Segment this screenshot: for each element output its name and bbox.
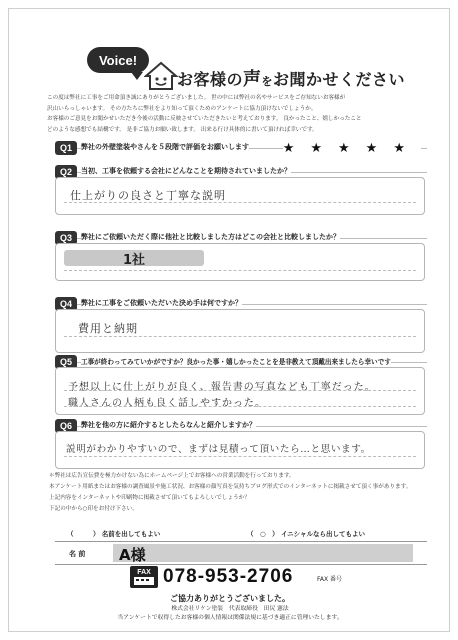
- page-title: お客様の声をお聞かせください: [177, 69, 406, 90]
- question-text: 当初、工事を依頼する会社にどんなことを期待されていましたか？: [81, 167, 291, 175]
- answer-text: 説明がわかりやすいので、まずは見積って頂いたら…と思います。: [66, 444, 371, 455]
- fax-number: 078-953-2706: [163, 566, 294, 587]
- publish-choice: [67, 529, 427, 539]
- answer-box: [55, 431, 425, 469]
- survey-sheet: [8, 8, 450, 632]
- question-1: [55, 141, 427, 155]
- question-number: Q5: [55, 355, 77, 369]
- question-text: 弊社を他の方に紹介するとしたらなんと紹介しますか？: [81, 421, 256, 429]
- answer-text: 仕上がりの良さと丁寧な説明: [70, 189, 226, 202]
- question-2: [55, 165, 427, 202]
- privacy-note: 当アンケートで収得したお客様の個人情報は関係法規に基づき適正に管理いたします。: [117, 615, 343, 621]
- answer-box: [55, 309, 425, 353]
- question-number: Q6: [55, 419, 77, 433]
- intro-text: この度は弊社に工事をご用命頂き誠にありがとうございました。 世の中には弊社の名やサービスをご存知ないお客様が 沢山いらっしゃいます。 その方たちに弊社をより知って頂くためのアンケートに協力頂けないでしょうか。 お客様のご意見をお聞かせいただき今後の活動に反映させていただきたいと考えております。 良かったこと、嬉しかったこと どのような感想でも結構です。 是非ご協力お願い致します。 出来る行け具体的に書いて頂ければ幸いです。: [47, 95, 362, 133]
- question-4: [55, 297, 427, 335]
- question-text: 弊社に工事をご依頼いただいた決め手は何ですか？: [81, 299, 242, 307]
- voice-bubble: Voice!: [87, 47, 149, 73]
- rating-stars: ★★★★★: [282, 141, 421, 156]
- question-6: [55, 419, 427, 455]
- header: [9, 9, 451, 99]
- question-text: 弊社にご依頼いただく際に他社と比較しました方はどこの会社と比較しましたか？: [81, 233, 340, 241]
- question-3: [55, 231, 427, 268]
- choice-name-ok: （ ） 名前を出してもよい: [67, 530, 161, 538]
- fax-label: FAX 番号: [317, 576, 343, 583]
- question-text: 弊社の外壁塗装やさんを５段階で評価をお願いします: [81, 143, 249, 151]
- answer-text-line-1: 予想以上に仕上がりが良く、報告書の写真なども丁寧だった。: [68, 382, 376, 393]
- question-number: Q4: [55, 297, 77, 311]
- company-name: 株式会社リケン塗装 代表取締役 田尻 憲法: [171, 606, 289, 612]
- choice-initial-ok: （ ○ ） イニシャルなら出してもよい: [247, 530, 366, 538]
- question-text: 工事が終わってみていかがですか？良かった事・嬉しかったことを是非教えて頂戴出来ましたら幸いです: [81, 358, 391, 366]
- name-field: [55, 541, 427, 565]
- name-value: A様: [119, 546, 146, 564]
- house-icon: [144, 61, 178, 91]
- answer-box: [55, 367, 425, 415]
- thanks-text: ご協力ありがとうございました。: [170, 594, 290, 603]
- question-number: Q2: [55, 165, 77, 179]
- notes: ＊弊社は広告宣伝費を極力かけない為にホームページ上でお客様への営業活動を行っております。 本アンケート用紙またはお客様の調査風景や施工状況、お客様の顔写真を気持ちブログ形式でのインターネットに掲載させて頂く事があります。 上記内容をインターネットや印刷物に掲載させて頂いてもよろしいでしょうか？ 下記の中から○印をお付け下さい。: [49, 473, 412, 512]
- question-number: Q3: [55, 231, 77, 245]
- answer-text: 費用と納期: [78, 322, 138, 335]
- answer-text-line-2: 職人さんの人柄も良く話しやすかった。: [68, 398, 266, 409]
- answer-text: 1社: [64, 250, 204, 266]
- question-5: [55, 355, 427, 409]
- svg-text:FAX: FAX: [137, 569, 151, 576]
- question-number: Q1: [55, 141, 77, 155]
- answer-box: [55, 243, 425, 281]
- fax-section: [129, 565, 359, 589]
- answer-box: [55, 177, 425, 215]
- footer: [9, 593, 451, 623]
- name-label: 名 前: [69, 550, 86, 558]
- fax-icon: [129, 565, 159, 589]
